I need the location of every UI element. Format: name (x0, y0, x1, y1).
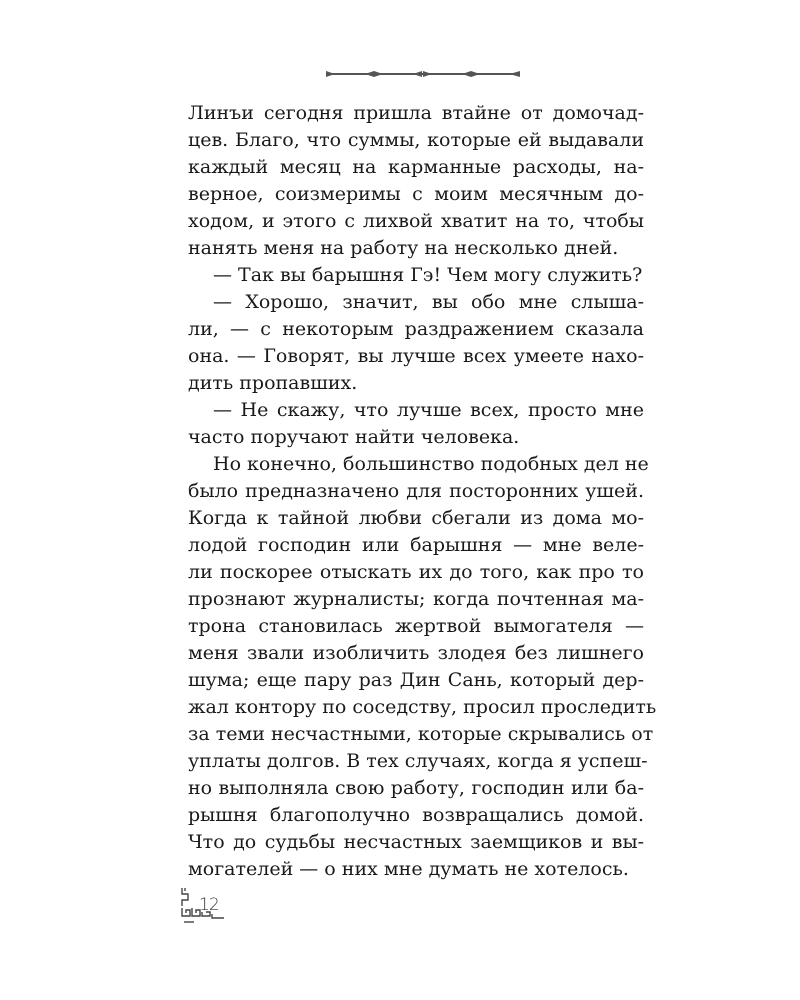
text-line: рышня благополучно возвращались домой. (188, 804, 644, 826)
text-line: она. — Говорят, вы лучше всех умеете нахо- (188, 345, 644, 367)
decorative-divider-icon (326, 68, 520, 80)
text-line: Что до судьбы несчастных заемщиков и вы- (188, 831, 644, 853)
text-line: Линъи сегодня пришла втайне от домочад- (188, 102, 644, 124)
text-line: ли, — с некоторым раздражением сказала (188, 318, 644, 340)
text-line: цев. Благо, что суммы, которые ей выдавали (188, 129, 644, 151)
text-line: — Не скажу, что лучше всех, просто мне (213, 399, 644, 421)
text-line: часто поручают найти человека. (188, 426, 520, 448)
text-line: меня звали изобличить злодея без лишнего (188, 642, 644, 664)
text-line: каждый месяц на карманные расходы, на- (188, 156, 644, 178)
text-line: шума; еще пару раз Дин Сань, который дер- (188, 669, 644, 691)
page-number: 12 (199, 895, 219, 915)
body-text (188, 100, 657, 883)
text-line: — Хорошо, значит, вы обо мне слыша- (213, 291, 644, 313)
text-line: трона становилась жертвой вымогателя — (188, 615, 644, 637)
text-line: лодой господин или барышня — мне веле- (188, 534, 644, 556)
text-line: за теми несчастными, которые скрывались от (188, 723, 654, 745)
text-line: было предназначено для посторонних ушей. (188, 480, 644, 502)
text-line: верное, соизмеримы с моим месячным до- (188, 183, 644, 205)
text-line: Но конечно, большинство подобных дел не (213, 453, 649, 475)
text-line: прознают журналисты; когда почтенная ма- (188, 588, 644, 610)
text-line: ли поскорее отыскать их до того, как про то (188, 561, 644, 583)
text-line: жал контору по соседству, просил проследить (188, 696, 657, 718)
text-line: но выполняла свою работу, господин или ба- (188, 777, 644, 799)
text-line: — Так вы барышня Гэ! Чем могу служить? (213, 264, 643, 286)
text-line: нанять меня на работу на несколько дней. (188, 237, 619, 259)
text-line: Когда к тайной любви сбегали из дома мо- (188, 507, 644, 529)
text-line: дить пропавших. (188, 372, 358, 394)
text-line: ходом, и этого с лихвой хватит на то, чтобы (188, 210, 644, 232)
text-line: уплаты долгов. В тех случаях, когда я успеш- (188, 750, 648, 772)
text-line: могателей — о них мне думать не хотелось. (188, 858, 629, 880)
